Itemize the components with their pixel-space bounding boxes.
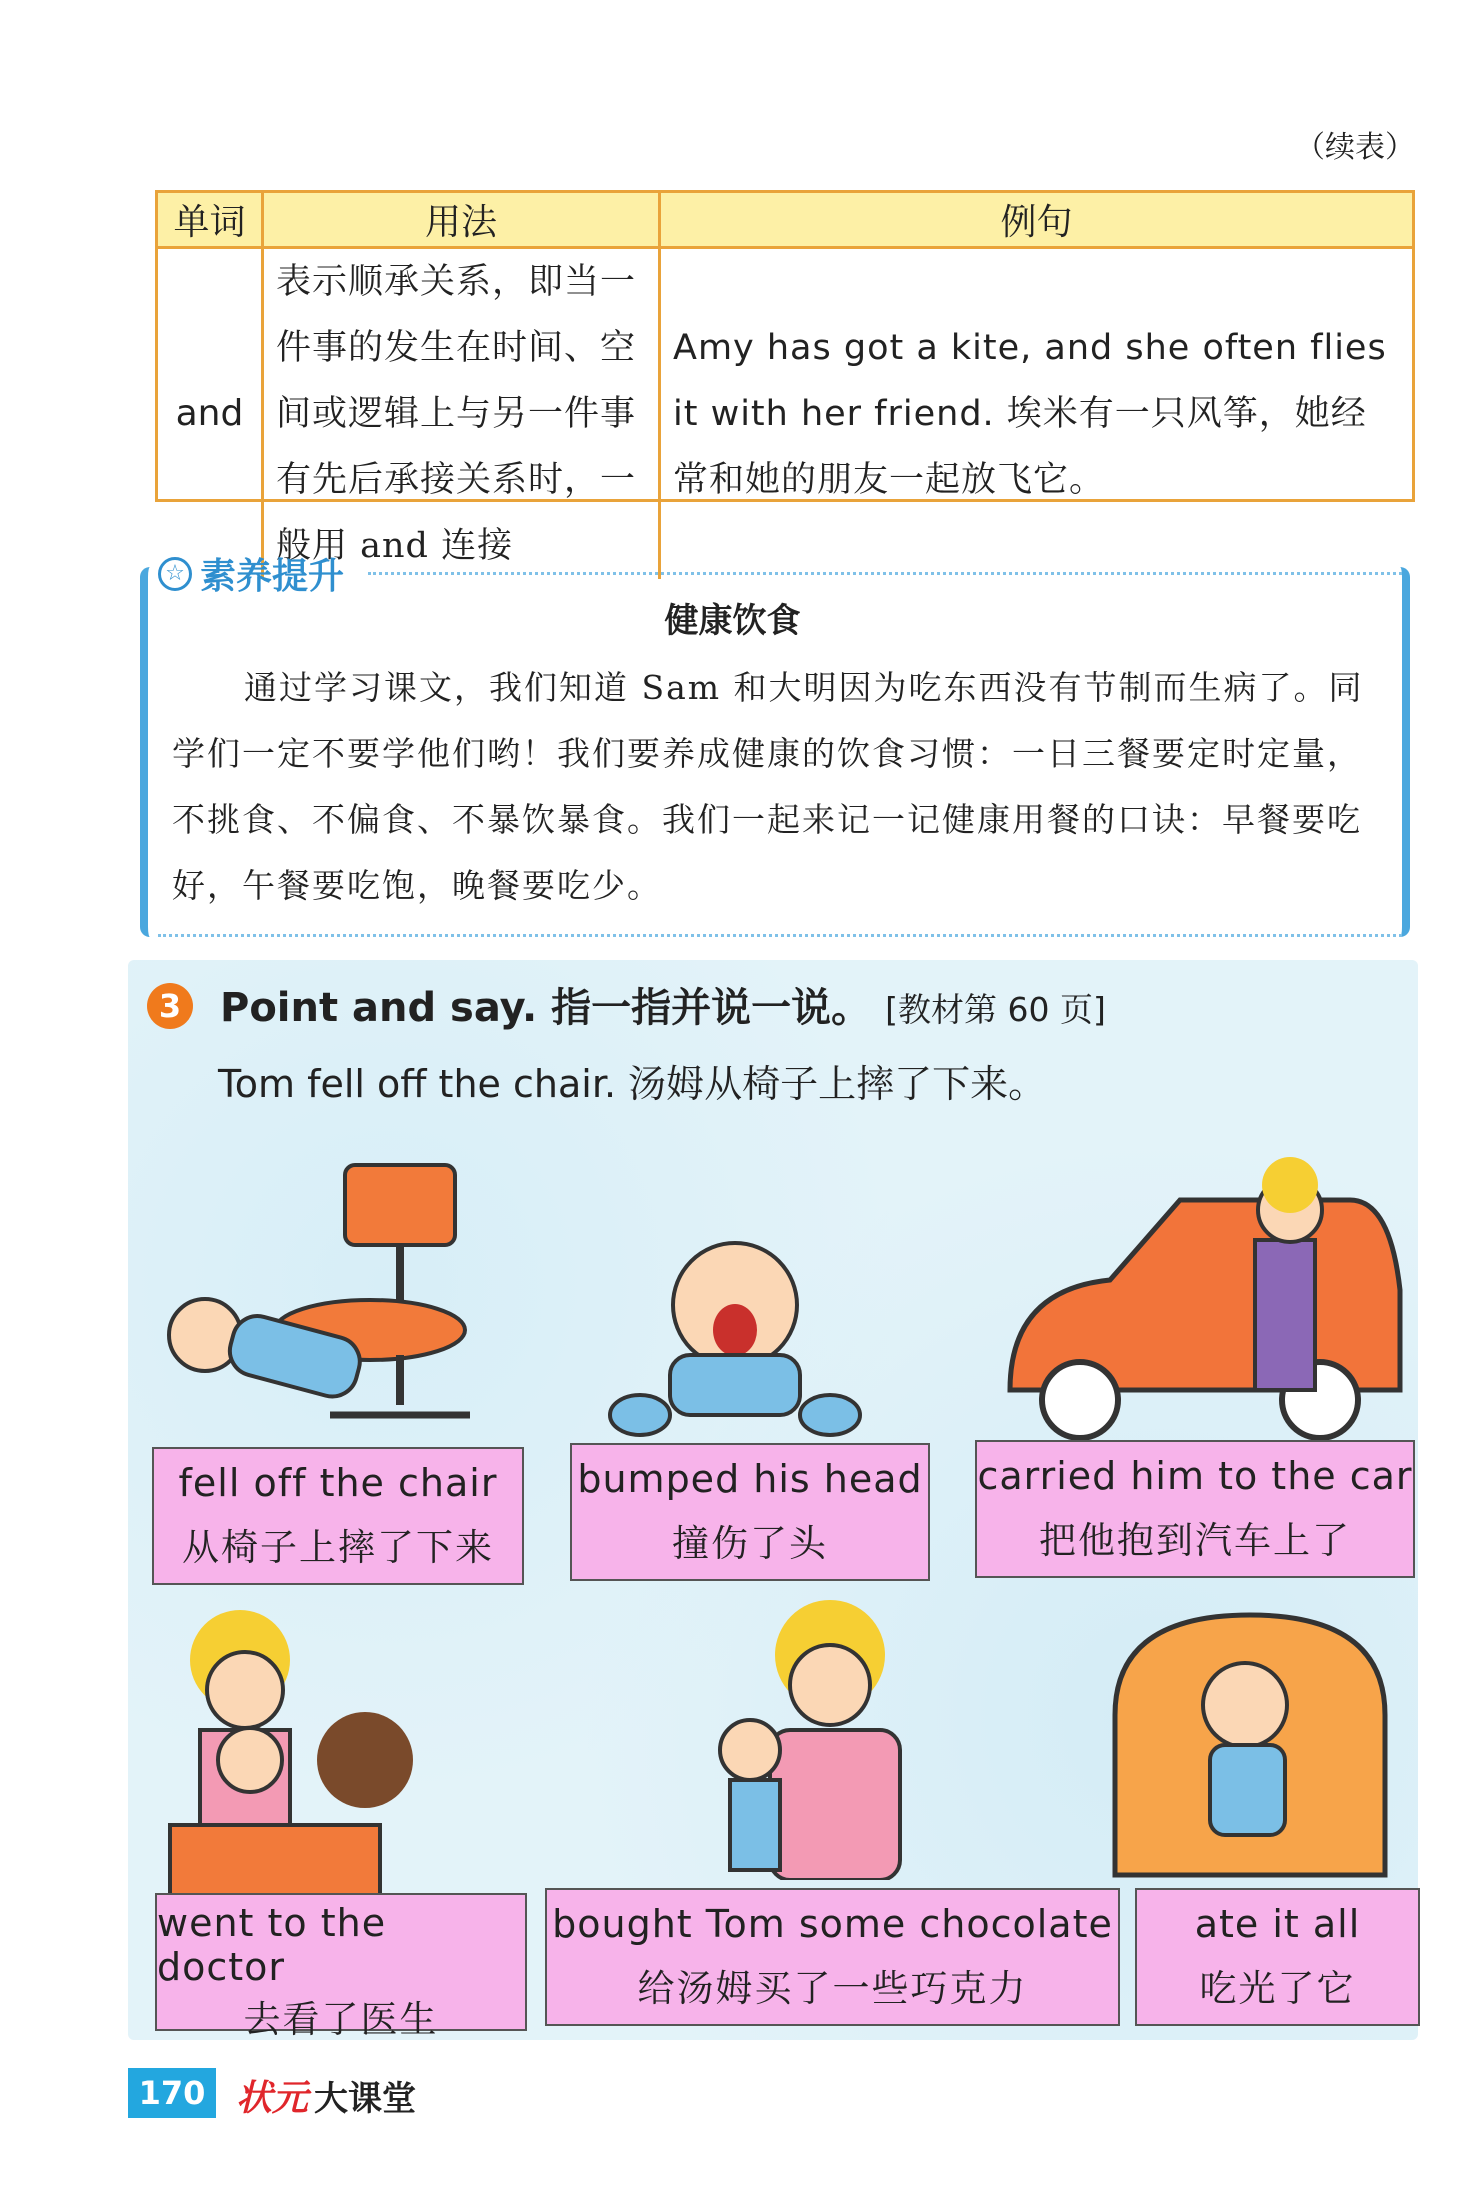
illustration-bumped-head: [600, 1235, 870, 1445]
phrase-card-bumped-head: [570, 1443, 930, 1581]
phrase-zh: 撞伤了头: [672, 1522, 828, 1565]
table-header-word: 单词: [158, 193, 261, 249]
exercise-number-badge: 3: [147, 983, 193, 1029]
phrase-card-fell-off-chair: [152, 1447, 524, 1585]
star-icon: ☆: [158, 557, 192, 591]
phrase-en: bought Tom some chocolate: [552, 1902, 1113, 1946]
illustration-ate-it-all: [1095, 1595, 1405, 1885]
vocab-table: [155, 190, 1415, 566]
phrase-card-carried-to-car: [975, 1440, 1415, 1578]
table-cell-example: Amy has got a kite, and she often flies it with her friend. 埃米有一只风筝，她经常和她的朋友一起放飞它。: [658, 249, 1412, 579]
exercise-reference: [教材第 60 页]: [885, 990, 1106, 1029]
brand-logo: 状元: [236, 2077, 309, 2119]
table-header-usage: 用法: [261, 193, 658, 249]
phrase-en: bumped his head: [577, 1457, 923, 1501]
phrase-zh: 去看了医生: [243, 1998, 439, 2041]
table-cell-usage: 表示顺承关系，即当一件事的发生在时间、空间或逻辑上与另一件事有先后承接关系时，一般用 and 连接: [261, 249, 658, 579]
phrase-zh: 把他抱到汽车上了: [1039, 1519, 1351, 1562]
phrase-zh: 吃光了它: [1199, 1967, 1356, 2010]
illustration-bought-chocolate: [690, 1600, 930, 1880]
phrase-card-ate-it-all: [1135, 1888, 1420, 2026]
phrase-zh: 给汤姆买了一些巧克力: [637, 1967, 1028, 2010]
brand: [236, 2070, 416, 2121]
continued-label: （续表）: [1295, 130, 1415, 165]
literacy-heading: [158, 548, 344, 599]
table-header-example: 例句: [658, 193, 1412, 249]
illustration-fell-off-chair: [150, 1155, 510, 1445]
exercise-title: [220, 976, 1106, 1033]
phrase-en: carried him to the car: [977, 1454, 1413, 1498]
phrase-card-went-to-doctor: [155, 1893, 527, 2041]
literacy-body: 通过学习课文，我们知道 Sam 和大明因为吃东西没有节制而生病了。同学们一定不要学他们哟！我们要养成健康的饮食习惯：一日三餐要定时定量，不挑食、不偏食、不暴饮暴食。我们一起来记一记健康用餐的口诀：早餐要吃好，午餐要吃饱，晚餐要吃少。: [172, 668, 1364, 905]
phrase-en: fell off the chair: [178, 1461, 498, 1505]
phrase-en: ate it all: [1194, 1902, 1361, 1946]
phrase-en: went to the doctor: [157, 1901, 387, 1989]
page-number: 170: [128, 2068, 216, 2118]
phrase-zh: 从椅子上摔了下来: [182, 1526, 494, 1569]
phrase-card-bought-chocolate: [545, 1888, 1120, 2026]
literacy-heading-text: 素养提升: [200, 556, 345, 597]
brand-name: 大课堂: [314, 2079, 417, 2119]
exercise-title-text: Point and say. 指一指并说一说。: [220, 985, 872, 1031]
literacy-title: 健康饮食: [664, 601, 801, 641]
exercise-sentence: Tom fell off the chair. 汤姆从椅子上摔了下来。: [218, 1062, 1047, 1106]
illustration-went-to-doctor: [150, 1600, 470, 1900]
illustration-carried-to-car: [990, 1130, 1410, 1450]
table-cell-word: and: [175, 393, 244, 434]
